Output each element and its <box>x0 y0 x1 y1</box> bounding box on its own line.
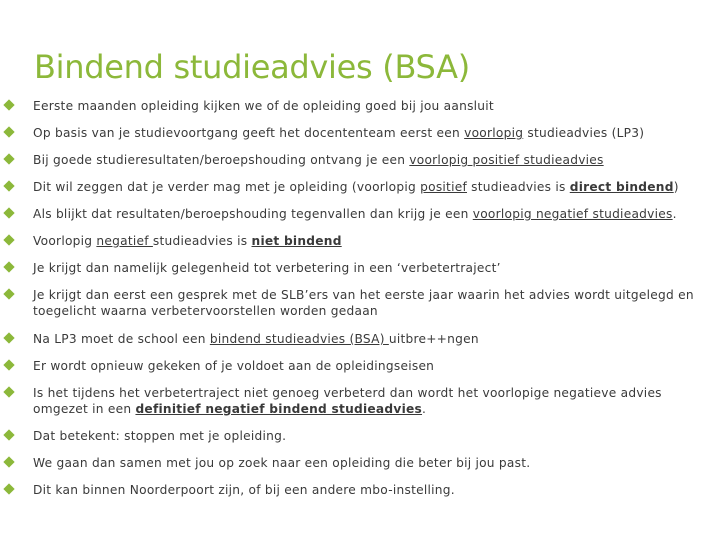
bullet-text <box>33 125 713 141</box>
bullet-text <box>33 98 713 114</box>
bullet-text-segment: direct bindend <box>569 180 674 194</box>
bullet-text-segment: Als blijkt dat resultaten/beroepshouding tegenvallen dan krijg je een <box>33 207 473 221</box>
bullet-text-segment: positief <box>420 180 468 194</box>
bullet-text-segment: Dat betekent: stoppen met je opleiding. <box>33 429 287 443</box>
bullet-text-segment: Eerste maanden opleiding kijken we of de opleiding goed bij jou aansluit <box>33 99 494 113</box>
bullet-text <box>33 358 713 374</box>
bullet-text <box>33 385 713 417</box>
bullet-text <box>33 179 713 195</box>
bullet-text-segment: studieadvies is <box>152 234 252 248</box>
bullet-text <box>33 287 713 319</box>
bullet-text-segment: studieadvies (LP3) <box>523 126 645 140</box>
bullet-text-segment: voorlopig negatief studieadvies <box>472 207 673 221</box>
diamond-bullet-icon <box>3 456 14 467</box>
bullet-text <box>33 482 713 498</box>
bullet-text-segment: Op basis van je studievoortgang geeft het docententeam eerst een <box>33 126 465 140</box>
bullet-text-segment: Je krijgt dan eerst een gesprek met de SLB’ers van het eerste jaar waarin het advies wordt uitgelegd en toegelicht waarna verbetervoorstellen worden gedaan <box>33 288 694 318</box>
bullet-text-segment: definitief negatief bindend studieadvies <box>135 402 423 416</box>
diamond-bullet-icon <box>3 261 14 272</box>
bullet-text-segment: uitbre++ngen <box>388 332 479 346</box>
bullet-text-segment: Er wordt opnieuw gekeken of je voldoet aan de opleidingseisen <box>33 359 435 373</box>
bullet-text-segment: niet bindend <box>251 234 342 248</box>
bullet-text-segment: voorlopig <box>464 126 524 140</box>
bullet-text-segment: . <box>422 402 427 416</box>
diamond-bullet-icon <box>3 126 14 137</box>
bullet-text-segment: negatief <box>96 234 153 248</box>
diamond-bullet-icon <box>3 359 14 370</box>
bullet-text-segment: Voorlopig <box>33 234 97 248</box>
bullet-text <box>33 455 713 471</box>
diamond-bullet-icon <box>3 153 14 164</box>
bullet-text-segment: . <box>672 207 677 221</box>
diamond-bullet-icon <box>3 288 14 299</box>
bullet-text-segment: bindend studieadvies (BSA) <box>209 332 389 346</box>
diamond-bullet-icon <box>3 180 14 191</box>
diamond-bullet-icon <box>3 99 14 110</box>
diamond-bullet-icon <box>3 429 14 440</box>
bullet-text <box>33 331 713 347</box>
slide-title: Bindend studieadvies (BSA) <box>34 48 470 86</box>
bullet-text <box>33 152 713 168</box>
bullet-text-segment: Na LP3 moet de school een <box>33 332 210 346</box>
diamond-bullet-icon <box>3 234 14 245</box>
bullet-text-segment: We gaan dan samen met jou op zoek naar een opleiding die beter bij jou past. <box>33 456 531 470</box>
bullet-text-segment: studieadvies is <box>467 180 570 194</box>
bullet-text-segment: Dit wil zeggen dat je verder mag met je opleiding (voorlopig <box>33 180 421 194</box>
bullet-text <box>33 428 713 444</box>
diamond-bullet-icon <box>3 207 14 218</box>
bullet-text <box>33 260 713 276</box>
diamond-bullet-icon <box>3 483 14 494</box>
bullet-text-segment: Dit kan binnen Noorderpoort zijn, of bij een andere mbo-instelling. <box>33 483 455 497</box>
bullet-text-segment: ) <box>673 180 679 194</box>
bullet-text <box>33 206 713 222</box>
diamond-bullet-icon <box>3 332 14 343</box>
bullet-text-segment: Is het tijdens het verbetertraject niet genoeg verbeterd dan wordt het voorlopige negatieve advies omgezet in een <box>33 386 662 416</box>
bullet-text <box>33 233 713 249</box>
bullet-text-segment: Je krijgt dan namelijk gelegenheid tot verbetering in een ‘verbetertraject’ <box>33 261 501 275</box>
bullet-text-segment: Bij goede studieresultaten/beroepshouding ontvang je een <box>33 153 410 167</box>
bullet-text-segment: voorlopig positief studieadvies <box>409 153 604 167</box>
diamond-bullet-icon <box>3 386 14 397</box>
